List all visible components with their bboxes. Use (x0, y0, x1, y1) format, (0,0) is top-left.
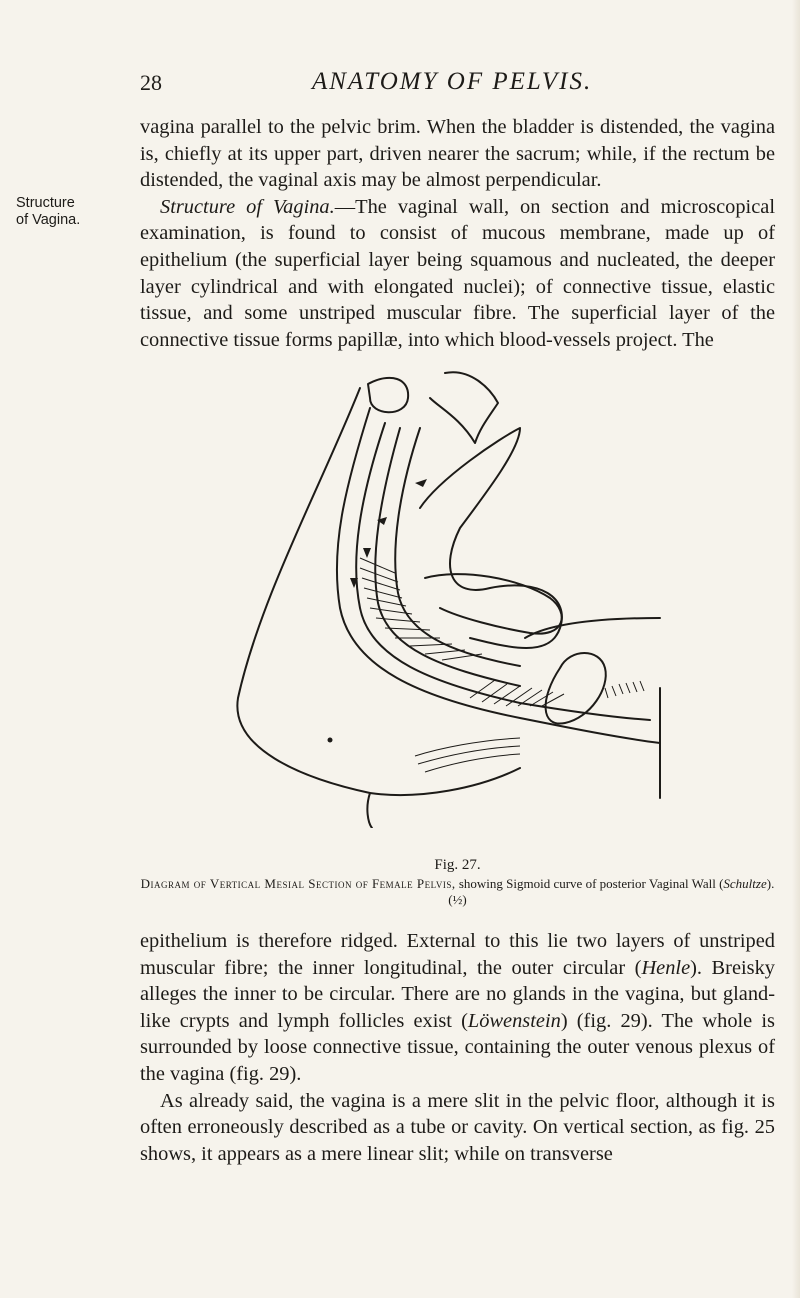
posterior-wall-curve (395, 428, 520, 666)
uterus-outline (368, 378, 408, 412)
page-edge (792, 0, 800, 1298)
margin-note (16, 195, 126, 229)
paragraph: vagina parallel to the pelvic brim. When the bladder is distended, the vagina is, chiefly at its upper part, driven nearer the sacrum; while, if the rectum be distended, the vaginal axis may be almost perpendicular. (140, 116, 775, 192)
caption-author: Schultze (723, 876, 767, 891)
caption-text: showing Sigmoid curve of posterior Vaginal Wall ( (455, 876, 724, 891)
pelvis-section-diagram (220, 368, 680, 828)
posterior-wall-curve (337, 408, 660, 743)
posterior-wall-curve (375, 428, 520, 686)
page-number: 28 (140, 70, 162, 95)
muscle-fibre-hatch (415, 738, 520, 772)
arrow-mark (363, 548, 371, 558)
dot-mark (328, 738, 333, 743)
cited-author: Löwenstein (467, 1009, 561, 1032)
perineum-curve (367, 793, 372, 828)
text-block-top (140, 114, 775, 353)
anterior-line (525, 618, 660, 638)
margin-note-line: of Vagina. (16, 212, 81, 228)
bladder-outline (425, 574, 562, 634)
section-heading: Structure of Vagina. (160, 195, 335, 218)
margin-note-line: Structure (16, 195, 75, 211)
caption-lead: Diagram of Vertical Mesial Section of Female Pelvis, (140, 876, 456, 891)
paragraph: As already said, the vagina is a mere slit in the pelvic floor, although it is often erroneously described as a tube or cavity. On vertical section, as fig. 25 shows, it appears as a mere linear slit; while on transverse (140, 1089, 775, 1165)
figure-caption (140, 876, 775, 908)
rectum-outline (546, 653, 606, 724)
arrow-mark (415, 479, 427, 487)
caption-end: ). (½) (448, 876, 775, 907)
paragraph (140, 928, 775, 1088)
paragraph (140, 194, 775, 354)
paragraph-text: epithelium is therefore ridged. External to this lie two layers of unstriped muscular fibre; the inner longitudinal, the outer circular ( (140, 930, 775, 979)
paragraph-text: ) (fig. 29). The whole is surrounded by loose connective tissue, containing the outer venous plexus of the vagina (fig. 29). (140, 1009, 775, 1085)
text-block-lower (140, 928, 775, 1167)
muscle-fibre-hatch (605, 681, 644, 698)
figure-label: Fig. 27. (434, 857, 481, 873)
page-header (140, 70, 780, 100)
cited-author: Henle (641, 956, 691, 979)
paragraph-text: ). Breisky alleges the inner to be circular. There are no glands in the vagina, but gland-like crypts and lymph follicles exist ( (140, 956, 775, 1032)
fundus-outline (430, 372, 498, 443)
running-title: ANATOMY OF PELVIS. (312, 68, 593, 95)
vaginal-s-curve (420, 428, 562, 648)
paragraph-text: —The vaginal wall, on section and microscopical examination, is found to consist of mucous membrane, made up of epithelium (the superficial layer being squamous and nucleated, the deeper layer cylindrical and with elongated nuclei); of connective tissue, elastic tissue, and some unstriped muscular fibre. The superficial layer of the connective tissue forms papillæ, into which blood-vessels project. The (140, 195, 775, 351)
